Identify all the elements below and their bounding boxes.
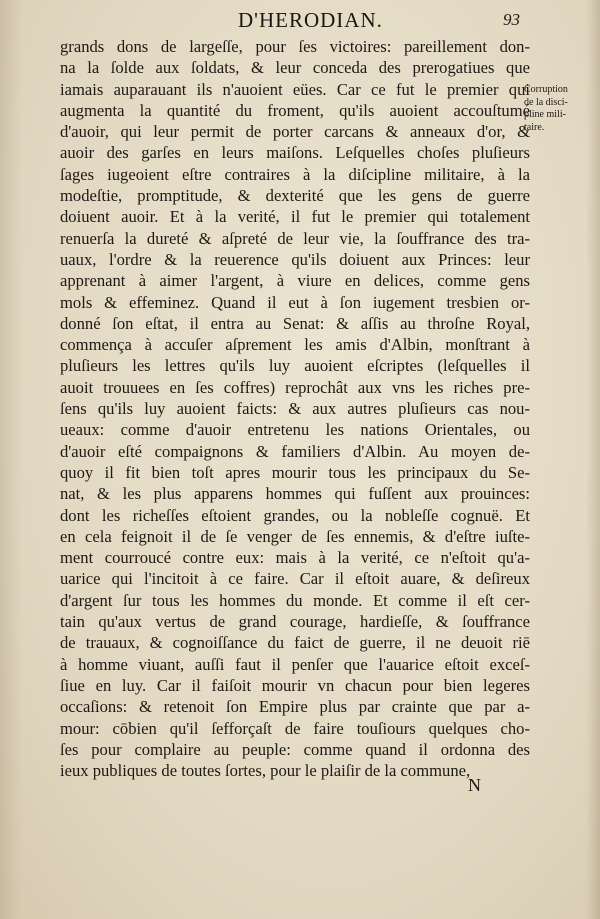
- text-line: mour: cōbien qu'il ſefforçaſt de faire touſiours quelques cho-: [60, 718, 530, 738]
- margin-note-line: taire.: [524, 121, 545, 133]
- text-line: occaſions: & retenoit ſon Empire plus par crainte que par a-: [60, 697, 530, 717]
- text-line: d'auoir, qui leur permit de porter carcans & anneaux d'or, &: [60, 122, 530, 142]
- text-line: donné ſon eſtat, il entra au Senat: & aſſis au throſne Royal,: [60, 313, 530, 333]
- text-line: na la ſolde aux ſoldats, & leur conceda des prerogatiues que: [60, 58, 530, 78]
- text-line: en cela feignoit il de ſe venger de ſes ennemis, & d'eſtre iuſte-: [60, 526, 530, 546]
- text-line: ieux publiques de toutes ſortes, pour le plaiſir de la commune,: [60, 761, 471, 781]
- margin-note-line: Corruption: [524, 84, 568, 95]
- text-line: ueaux: comme d'auoir entretenu les nations Orientales, ou: [60, 420, 530, 440]
- text-line: commença à accuſer aſprement les amis d'Albin, monſtrant à: [60, 335, 530, 355]
- text-line: ſens qu'ils luy auoient faicts: & aux autres pluſieurs cas nou-: [60, 399, 530, 419]
- text-line: iamais auparauant ils n'auoient eües. Car ce fut le premier qui: [60, 79, 530, 99]
- page-number: 93: [503, 10, 520, 29]
- text-line: d'argent ſur tous les hommes du monde. Et comme il eſt cer-: [60, 590, 530, 610]
- margin-note-line: de la disci-: [524, 96, 568, 108]
- text-line: uaux, l'ordre & la reuerence qu'ils doiuent aux Princes: leur: [60, 249, 530, 269]
- page-header: [60, 8, 520, 32]
- text-line: doiuent auoir. Et à la verité, il fut le premier qui totalement: [60, 207, 530, 227]
- text-line: ſages iugeoient eſtre contraires à la diſcipline militaire, à la: [60, 164, 530, 184]
- catchword: N: [468, 775, 481, 795]
- text-line: tain qu'aux vertus de grand courage, hardieſſe, & ſouffrance: [60, 612, 530, 632]
- text-line: renuerſa la dureté & aſpreté de leur vie, la ſouffrance des tra-: [60, 228, 530, 248]
- running-title: D'HERODIAN.: [238, 8, 383, 32]
- text-line: auoit trouuees en ſes coffres) reprochât aux vns les riches pre-: [60, 377, 530, 397]
- margin-note: [524, 84, 594, 134]
- text-line: mols & effeminez. Quand il eut à ſon iugement tresbien or-: [60, 292, 530, 312]
- body-text: [60, 36, 530, 781]
- text-line: ment courroucé contre eux: mais à la verité, ce n'eſtoit qu'a-: [60, 548, 530, 568]
- text-line: à homme viuant, auſſi faut il penſer que l'auarice eſtoit exceſ-: [60, 654, 530, 674]
- text-line: de trauaux, & cognoiſſance du faict de guerre, il ne deuoit riē: [60, 633, 530, 653]
- margin-note-line: pline mili-: [524, 109, 566, 120]
- text-line: d'auoir eſté compaignons & familiers d'Albin. Au moyen de-: [60, 441, 530, 461]
- text-line: apprenant à aimer l'argent, à viure en delices, comme gens: [60, 271, 530, 291]
- text-line: auoir des garſes en leurs maiſons. Leſquelles choſes pluſieurs: [60, 143, 530, 163]
- text-line: nat, & les plus apparens hommes qui fuſſent aux prouinces:: [60, 484, 530, 504]
- text-line: grands dons de largeſſe, pour ſes victoires: pareillement don-: [60, 37, 530, 56]
- text-line: pluſieurs les lettres qu'ils luy auoient eſcriptes (leſquelles il: [60, 356, 530, 376]
- text-line: modeſtie, promptitude, & dexterité que les gens de guerre: [60, 186, 530, 206]
- text-line: uarice qui l'incitoit à ce faire. Car il eſtoit auare, & deſireux: [60, 569, 530, 589]
- text-line: augmenta la quantité du froment, qu'ils auoient accouſtumé: [60, 100, 530, 120]
- text-line: quoy il fit bien toſt apres mourir tous les principaux du Se-: [60, 462, 530, 482]
- text-line: ſiue en luy. Car il faiſoit mourir vn chacun pour bien legeres: [60, 675, 530, 695]
- text-line: dont les richeſſes eſtoient grandes, ou la nobleſſe cognuë. Et: [60, 505, 530, 525]
- text-line: ſes pour complaire au peuple: comme quand il ordonna des: [60, 739, 530, 759]
